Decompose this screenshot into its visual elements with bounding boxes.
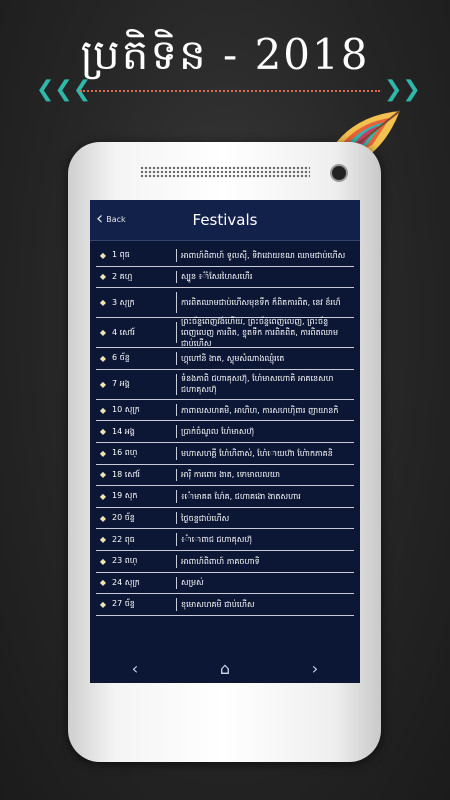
festival-row[interactable] <box>96 400 354 422</box>
festival-row[interactable] <box>96 594 354 616</box>
festival-description: ភាពាលសហគមិ, អាហិហ, ការសហហ៊ិពារ ញាយានកិ <box>181 405 339 415</box>
festival-row[interactable] <box>96 551 354 573</box>
diamond-bullet-icon: ◆ <box>99 535 107 545</box>
diamond-bullet-icon: ◆ <box>99 513 107 523</box>
festival-description: ទំនងភាពិ ជហាគុសហ៊ុ, ហែ៎មាសហោគិ អាគនេសហ ជហាគុសហ៊ុ <box>181 374 334 395</box>
festival-day: 19 សុក <box>112 491 138 501</box>
headline: ប្រតិទិន - 2018 <box>80 30 370 79</box>
festival-row[interactable] <box>96 370 354 400</box>
page-title: Festivals <box>192 211 258 229</box>
festival-day: 4 សៅរ៍ <box>112 327 135 337</box>
phone-camera <box>330 164 348 182</box>
column-separator <box>176 322 177 343</box>
back-label: Back <box>106 214 126 224</box>
column-separator <box>176 598 177 611</box>
nav-home-icon[interactable]: ⌂ <box>219 658 231 678</box>
festival-day: 3 សុក្រ <box>112 297 135 307</box>
column-separator <box>176 555 177 568</box>
festival-description: ព្រះច័ន្ទពេញវង់ហើយ, ព្រះច័ន្ទពេញលេញ, ព្រះច័ន្ទពេញលេញ ការពិត, ខ្ទុតទឹក ការពិតពិត, ការពិតឈាមជាប់ហើស <box>181 317 339 349</box>
phone-speaker <box>140 166 310 178</box>
diamond-bullet-icon: ◆ <box>99 298 107 308</box>
festival-row[interactable] <box>96 421 354 443</box>
festival-row[interactable] <box>96 465 354 487</box>
festival-day: 27 ច័ន្ទ <box>112 599 135 609</box>
left-chevrons-decoration: ❮❮❮ <box>36 77 92 102</box>
diamond-bullet-icon: ◆ <box>99 379 107 389</box>
diamond-bullet-icon: ◆ <box>99 353 107 363</box>
column-separator <box>176 374 177 395</box>
festival-day: 14 អង្គ <box>112 426 135 436</box>
diamond-bullet-icon: ◆ <box>99 599 107 609</box>
festival-row[interactable] <box>96 573 354 595</box>
column-separator <box>176 469 177 482</box>
diamond-bullet-icon: ◆ <box>99 556 107 566</box>
column-separator <box>176 490 177 503</box>
festival-day: 6 ច័ន្ទ <box>112 353 130 363</box>
column-separator <box>176 352 177 365</box>
festival-day: 1 ពុធ <box>112 250 130 260</box>
festival-description: ការពិតឈាមជាប់ហើសមុនទឹក ក៏ពិតការពិត, នេវ ខ៏រហ៏ <box>181 298 341 308</box>
column-separator <box>176 404 177 417</box>
diamond-bullet-icon: ◆ <box>99 470 107 480</box>
festival-list <box>90 241 360 616</box>
festival-day: 20 ច័ន្ទ <box>112 513 135 523</box>
column-separator <box>176 425 177 438</box>
festival-day: 16 ពហ្ <box>112 448 138 458</box>
festival-row[interactable] <box>96 267 354 289</box>
column-separator <box>176 447 177 460</box>
festival-row[interactable] <box>96 288 354 318</box>
festival-row[interactable] <box>96 245 354 267</box>
diamond-bullet-icon: ◆ <box>99 427 107 437</box>
festival-day: 24 សុក្រ <box>112 577 140 587</box>
nav-back-icon[interactable]: ‹ <box>131 658 139 678</box>
column-separator <box>176 577 177 590</box>
festival-row[interactable] <box>96 348 354 370</box>
festival-day: 23 ពហ្ <box>112 556 138 566</box>
festival-description: ប្រាក់ចំណូល ហែ៎មាសហ៊ុ <box>181 427 255 437</box>
festival-description: ខុមោសហគមិ ជាប់ហើស <box>181 599 255 609</box>
nav-forward-icon[interactable]: › <box>311 658 319 678</box>
festival-day: 22 ពុធ <box>112 534 135 544</box>
festival-row[interactable] <box>96 529 354 551</box>
diamond-bullet-icon: ◆ <box>99 491 107 501</box>
festival-description: សម្រស់ <box>181 578 204 588</box>
festival-description: ថ្ងៃចន្ទជាប់ហើស <box>181 513 230 523</box>
column-separator <box>176 512 177 525</box>
festival-description: ៖ំាោពាជ ជហាគុសហ៊ុ <box>181 535 252 545</box>
festival-description: អាពាហ៍ពិពាហ៍ ភាគចហាទិ <box>181 556 260 566</box>
column-separator <box>176 271 177 284</box>
diamond-bullet-icon: ◆ <box>99 405 107 415</box>
festival-description: ៖ំោមាគត ហែ៎គ, ជហាគងោ ងាតសហារ <box>181 491 301 501</box>
festival-row[interactable] <box>96 318 354 348</box>
back-chevron-icon: ‹ <box>96 208 104 229</box>
diamond-bullet-icon: ◆ <box>99 272 107 282</box>
app-bar <box>90 200 360 241</box>
festival-description: អាពាហ៍ពិពាហ៍ ទូលសុី, ទិវាដោយខណ ឈាមជាប់ហើស <box>181 250 346 260</box>
festival-row[interactable] <box>96 443 354 465</box>
festival-row[interactable] <box>96 486 354 508</box>
phone-screen <box>90 200 360 683</box>
festival-description: ស្បូន ៖ំាំសែរហៃសហើរ <box>181 272 253 282</box>
right-chevrons-decoration: ❯❯ <box>384 77 421 102</box>
column-separator <box>176 249 177 262</box>
dotted-divider <box>80 90 380 92</box>
festival-description: អារ៉ី ការពោរ ងាត, ទោមាលលយា <box>181 470 281 480</box>
festival-day: 18 សៅរ៍ <box>112 469 140 479</box>
festival-day: 7 អង្គ <box>112 379 130 389</box>
diamond-bullet-icon: ◆ <box>99 448 107 458</box>
diamond-bullet-icon: ◆ <box>99 328 107 338</box>
festival-row[interactable] <box>96 508 354 530</box>
diamond-bullet-icon: ◆ <box>99 578 107 588</box>
column-separator <box>176 533 177 546</box>
diamond-bullet-icon: ◆ <box>99 250 107 260</box>
festival-description: ហ្គុហៅនិ ងាត, ស្ទុមសំណាងឈ្មុំរតេ <box>181 353 285 363</box>
festival-day: 10 សុក្រ <box>112 405 140 415</box>
festival-description: មហាសហគ្គី ហែ៎ហិពាស់, ហែ៎ោយហ៊ា ហែ៎ាកភាគនិ <box>181 448 333 458</box>
system-nav-bar <box>90 653 360 683</box>
column-separator <box>176 292 177 313</box>
phone-frame <box>68 142 381 762</box>
festival-day: 2 គហ្ម <box>112 271 133 281</box>
